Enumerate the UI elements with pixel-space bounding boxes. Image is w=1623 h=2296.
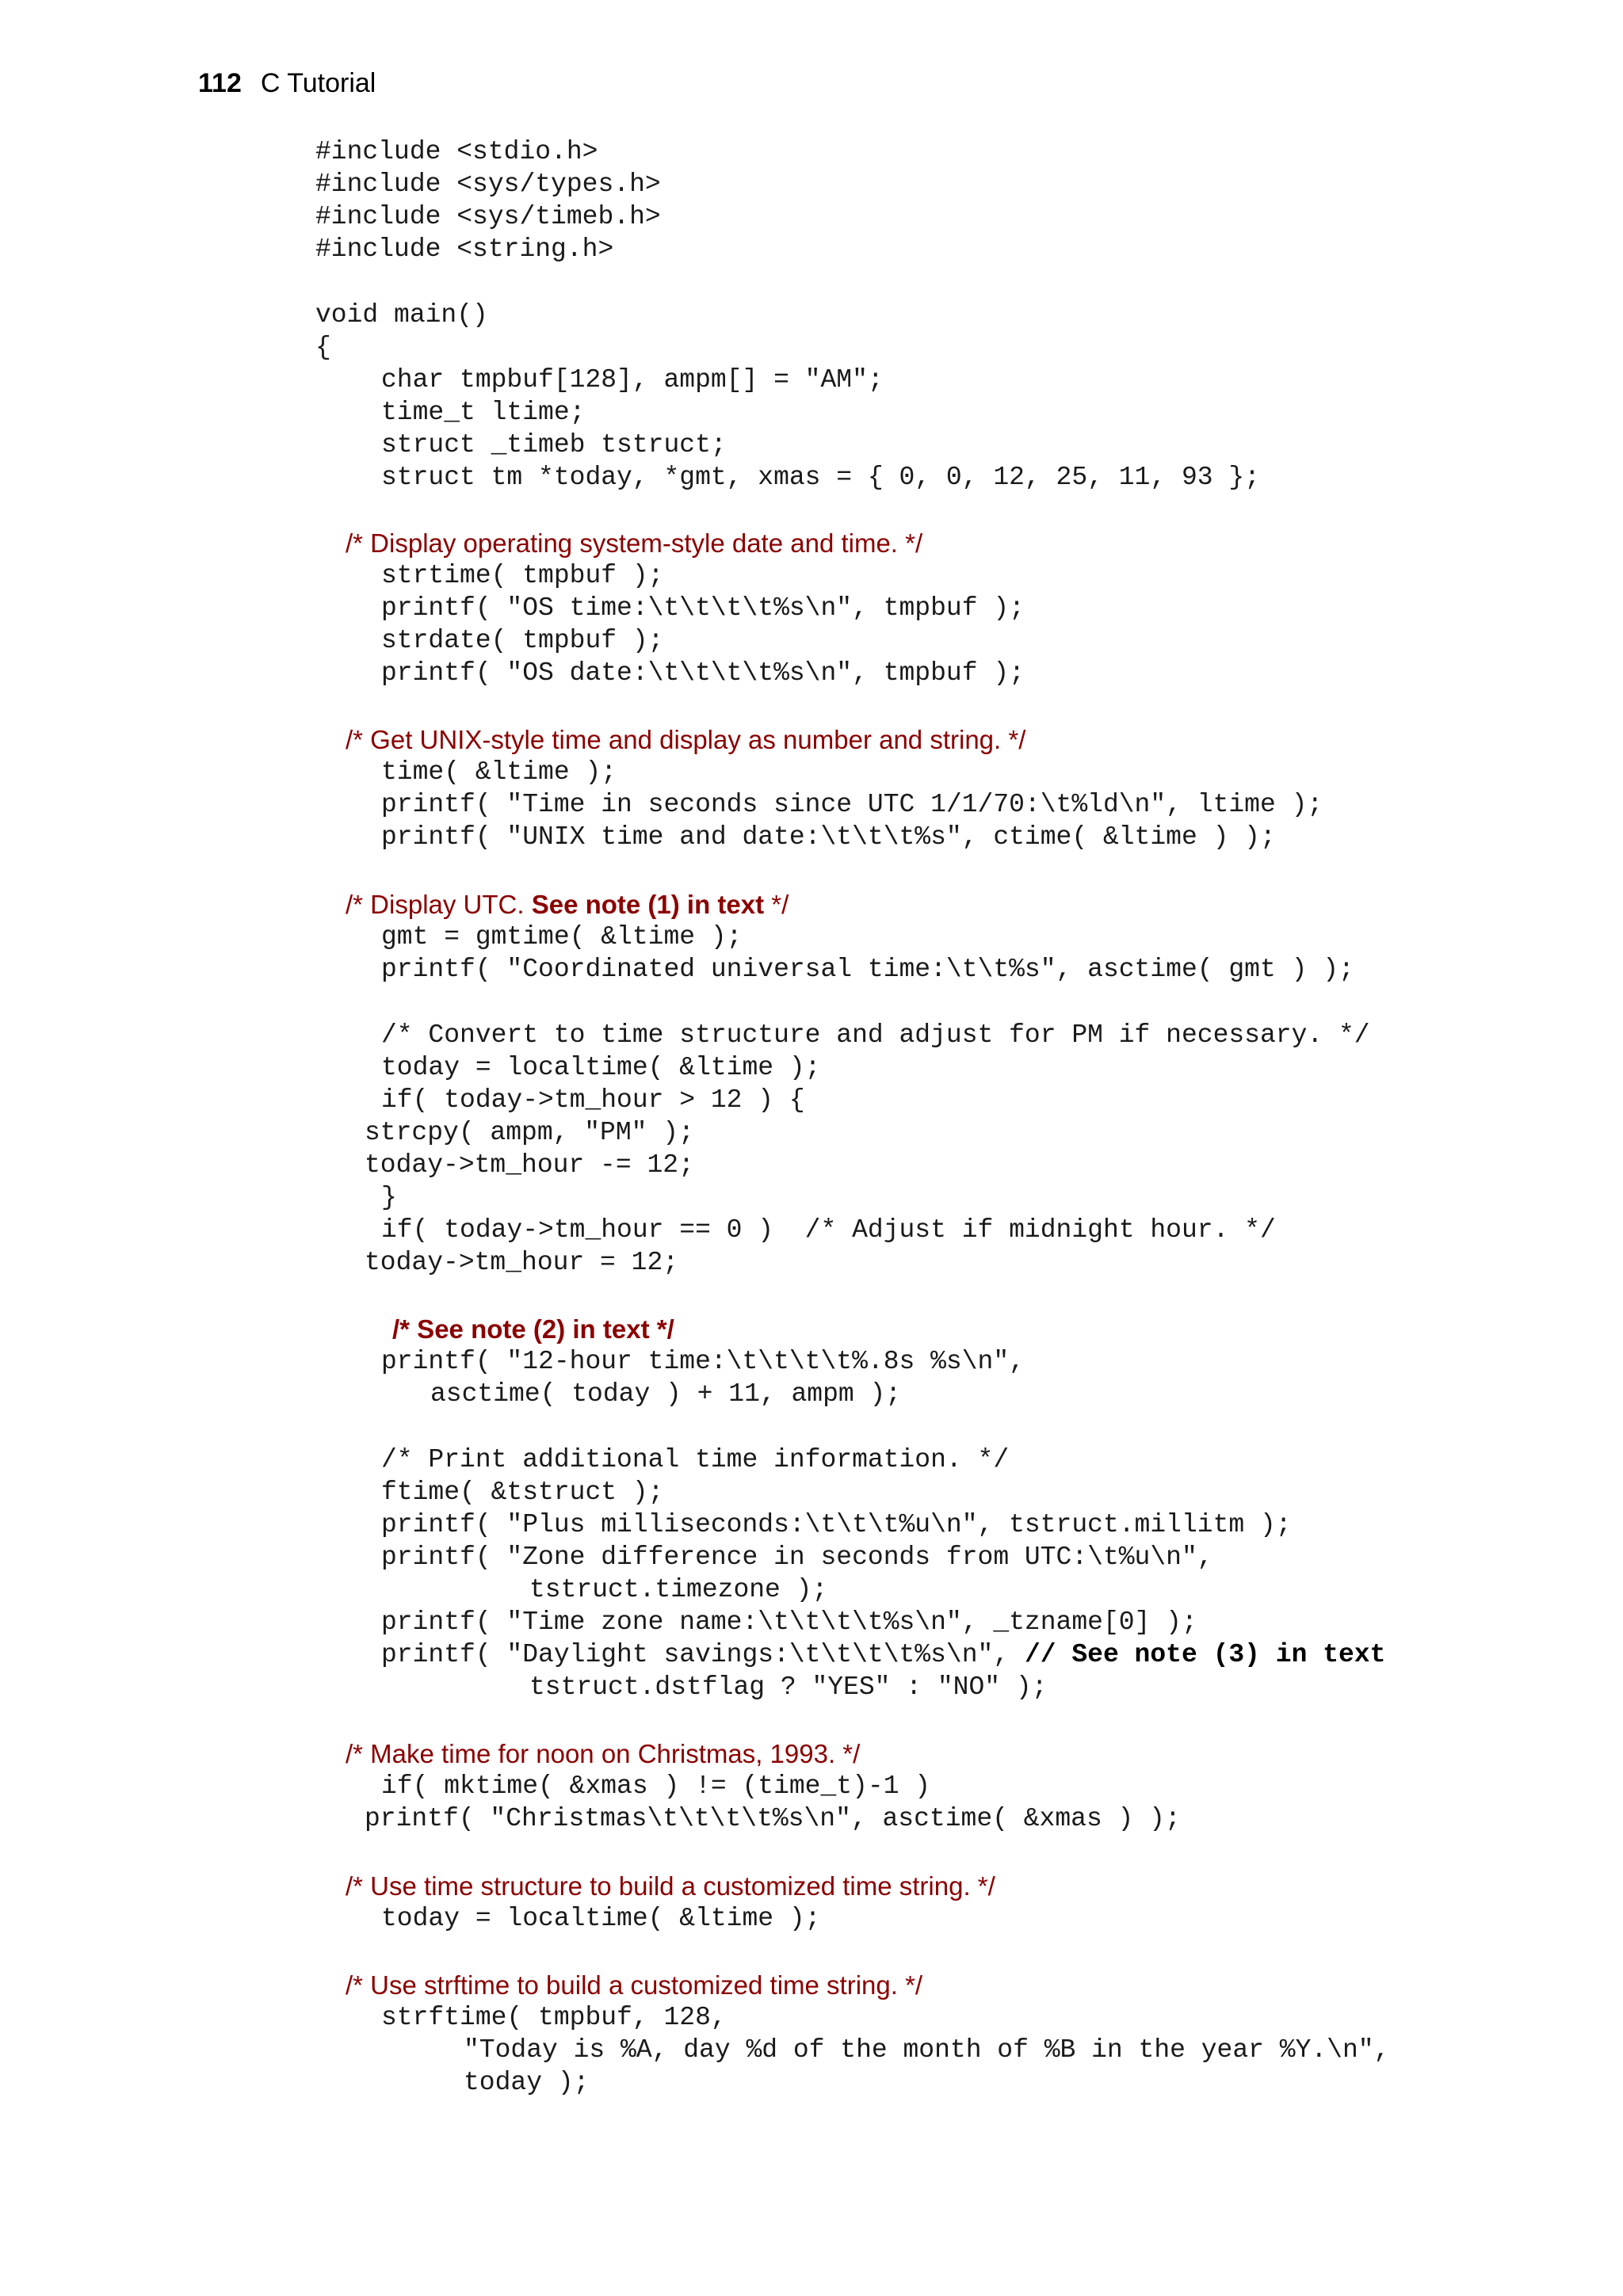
code-text: printf( "Coordinated universal time:\t\t%s", asctime( gmt ) ); bbox=[381, 955, 1354, 984]
code-text: #include <sys/types.h> bbox=[315, 170, 661, 199]
code-line bbox=[381, 592, 1025, 624]
code-comment-line bbox=[392, 1313, 674, 1345]
code-text: /* Print additional time information. */ bbox=[381, 1445, 1010, 1474]
code-text: printf( "Plus milliseconds:\t\t\t%u\n", tstruct.millitm ); bbox=[381, 1510, 1292, 1539]
code-text: tstruct.dstflag ? "YES" : "NO" ); bbox=[529, 1672, 1048, 1702]
code-text: tstruct.timezone ); bbox=[529, 1575, 828, 1604]
code-line bbox=[381, 1541, 1213, 1573]
code-line bbox=[381, 1476, 663, 1508]
code-text: strtime( tmpbuf ); bbox=[381, 561, 664, 590]
code-text: printf( "Zone difference in seconds from UTC:\t%u\n", bbox=[381, 1543, 1213, 1572]
code-text: struct _timeb tstruct; bbox=[381, 430, 727, 460]
code-text: printf( "Time in seconds since UTC 1/1/70:\t%ld\n", ltime ); bbox=[381, 790, 1323, 819]
code-line bbox=[381, 2001, 727, 2034]
code-text: today->tm_hour = 12; bbox=[365, 1248, 679, 1277]
code-text: printf( "OS time:\t\t\t\t%s\n", tmpbuf ); bbox=[381, 593, 1025, 623]
code-line bbox=[315, 233, 613, 265]
code-text: strdate( tmpbuf ); bbox=[381, 626, 664, 655]
code-text: /* Get UNIX-style time and display as number and string. */ bbox=[346, 725, 1026, 754]
code-text: strcpy( ampm, "PM" ); bbox=[365, 1118, 694, 1147]
code-text: char tmpbuf[128], ampm[] = "AM"; bbox=[381, 365, 884, 395]
code-line bbox=[381, 1084, 805, 1116]
code-text: printf( "OS date:\t\t\t\t%s\n", tmpbuf ); bbox=[381, 658, 1025, 688]
code-text: today = localtime( &ltime ); bbox=[381, 1904, 821, 1933]
code-text: if( mktime( &xmas ) != (time_t)-1 ) bbox=[381, 1772, 931, 1801]
code-line bbox=[365, 1802, 1181, 1835]
code-line bbox=[464, 2066, 589, 2099]
code-line bbox=[381, 756, 617, 788]
note-reference: // See note (3) in text bbox=[1024, 1640, 1386, 1669]
code-line bbox=[365, 1246, 678, 1279]
code-line bbox=[381, 1345, 1025, 1378]
code-line bbox=[381, 461, 1260, 494]
code-text: time_t ltime; bbox=[381, 398, 586, 427]
code-text: /* Display UTC. bbox=[346, 890, 532, 919]
code-line bbox=[381, 1770, 930, 1802]
code-line bbox=[381, 364, 884, 396]
code-line bbox=[381, 559, 663, 592]
code-line bbox=[365, 1149, 694, 1181]
code-line bbox=[381, 1638, 1385, 1671]
page-number: 112 bbox=[198, 68, 242, 98]
code-text: printf( "Time zone name:\t\t\t\t%s\n", _tzname[0] ); bbox=[381, 1608, 1197, 1637]
code-comment-line bbox=[346, 1870, 995, 1902]
code-text: printf( "Christmas\t\t\t\t%s\n", asctime( &xmas ) ); bbox=[365, 1804, 1181, 1833]
code-text: printf( "UNIX time and date:\t\t\t%s", ctime( &ltime ) ); bbox=[381, 822, 1276, 852]
code-line bbox=[315, 135, 598, 168]
code-line bbox=[529, 1573, 827, 1606]
code-text: printf( "12-hour time:\t\t\t\t%.8s %s\n", bbox=[381, 1347, 1025, 1376]
code-text: /* Display operating system-style date and time. */ bbox=[346, 528, 923, 558]
code-line bbox=[381, 624, 663, 657]
code-text: strftime( tmpbuf, 128, bbox=[381, 2003, 727, 2032]
note-reference: See note (1) in text bbox=[531, 890, 765, 919]
code-line bbox=[365, 1116, 694, 1149]
code-line bbox=[315, 299, 488, 331]
code-text: /* Use time structure to build a customized time string. */ bbox=[346, 1871, 995, 1901]
code-line bbox=[315, 200, 661, 233]
code-line bbox=[381, 1181, 397, 1214]
code-line bbox=[381, 1051, 821, 1084]
code-line bbox=[381, 1444, 1009, 1476]
code-text: time( &ltime ); bbox=[381, 757, 617, 787]
code-text: today ); bbox=[464, 2068, 590, 2097]
code-line bbox=[381, 1214, 1276, 1246]
code-comment-line bbox=[346, 527, 922, 559]
code-text: #include <stdio.h> bbox=[315, 137, 598, 166]
code-text: /* Convert to time structure and adjust for PM if necessary. */ bbox=[381, 1020, 1370, 1050]
code-text: /* See note (2) in text */ bbox=[392, 1314, 674, 1344]
code-line bbox=[529, 1671, 1048, 1703]
code-line bbox=[381, 1508, 1292, 1541]
code-text: today->tm_hour -= 12; bbox=[365, 1150, 694, 1180]
code-text: today = localtime( &ltime ); bbox=[381, 1053, 821, 1082]
code-text: printf( "Daylight savings:\t\t\t\t%s\n", bbox=[381, 1640, 1025, 1669]
code-text: #include <sys/timeb.h> bbox=[315, 202, 661, 231]
code-line bbox=[381, 396, 585, 429]
code-text: } bbox=[381, 1183, 397, 1212]
code-text: if( today->tm_hour == 0 ) /* Adjust if midnight hour. */ bbox=[381, 1215, 1276, 1245]
code-line bbox=[381, 788, 1323, 821]
code-text: asctime( today ) + 11, ampm ); bbox=[430, 1379, 902, 1409]
code-text: /* Use strftime to build a customized time string. */ bbox=[346, 1970, 923, 2000]
code-comment-line bbox=[346, 1737, 860, 1770]
code-comment-line bbox=[346, 888, 789, 921]
comment-close: */ bbox=[764, 890, 789, 919]
code-text: if( today->tm_hour > 12 ) { bbox=[381, 1085, 805, 1115]
book-title: C Tutorial bbox=[260, 68, 376, 98]
code-text: { bbox=[315, 333, 331, 362]
code-line bbox=[430, 1378, 901, 1410]
code-line bbox=[381, 657, 1025, 689]
code-text: void main() bbox=[315, 300, 488, 330]
code-line bbox=[381, 821, 1276, 853]
code-line bbox=[381, 1019, 1370, 1051]
code-line bbox=[315, 331, 331, 364]
code-comment-line bbox=[346, 723, 1025, 756]
code-text: gmt = gmtime( &ltime ); bbox=[381, 922, 743, 952]
code-text: ftime( &tstruct ); bbox=[381, 1478, 664, 1507]
code-line bbox=[381, 429, 727, 461]
code-text: struct tm *today, *gmt, xmas = { 0, 0, 12, 25, 11, 93 }; bbox=[381, 463, 1260, 492]
code-comment-line bbox=[346, 1969, 922, 2001]
code-line bbox=[381, 1606, 1197, 1638]
code-line bbox=[315, 168, 661, 200]
code-text: "Today is %A, day %d of the month of %B in the year %Y.\n", bbox=[464, 2035, 1390, 2065]
code-line bbox=[381, 953, 1354, 986]
code-line bbox=[464, 2034, 1389, 2066]
code-line bbox=[381, 921, 742, 953]
code-text: /* Make time for noon on Christmas, 1993. */ bbox=[346, 1739, 861, 1768]
code-text: #include <string.h> bbox=[315, 235, 614, 264]
code-line bbox=[381, 1902, 821, 1935]
